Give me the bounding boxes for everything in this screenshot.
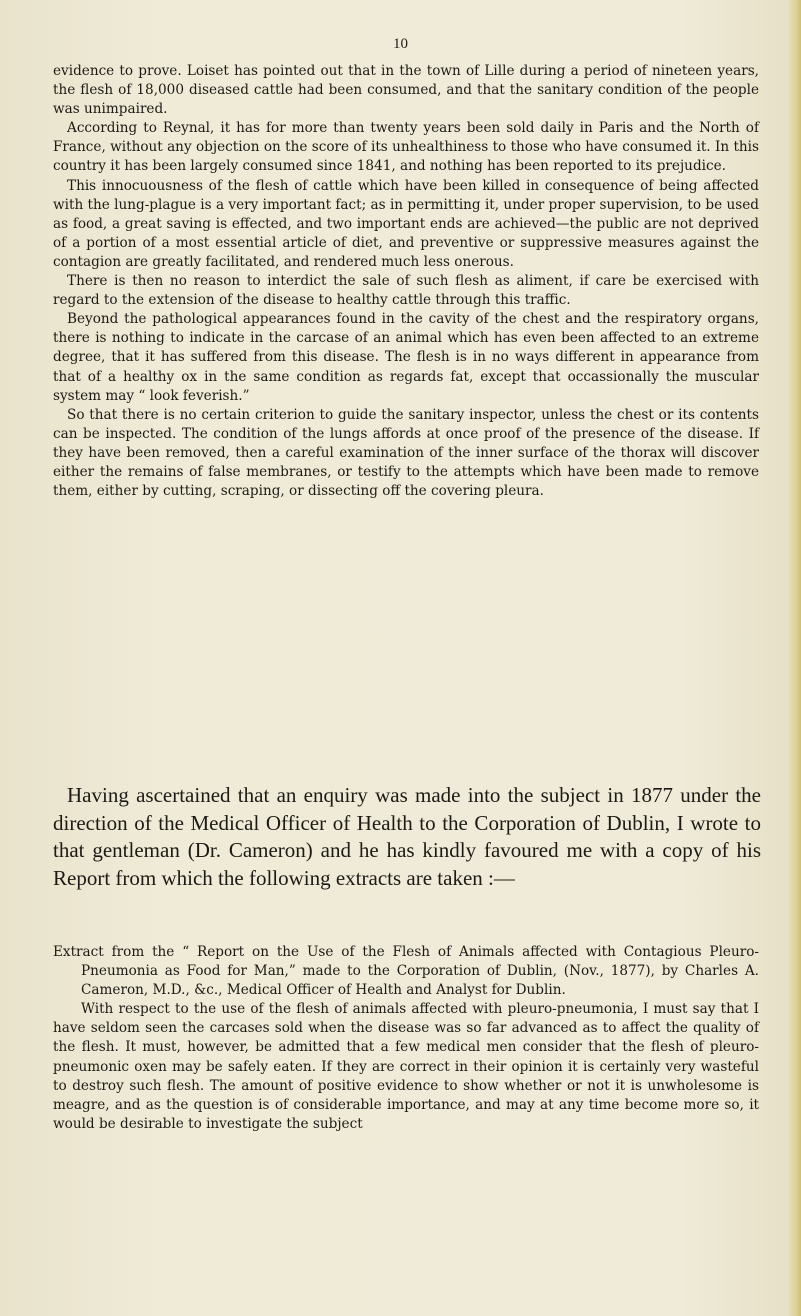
paragraph-criterion: So that there is no certain criterion to guide the sanitary inspector, unless the chest or its contents can be inspected. The condition of the lungs affords at once proof of the presence of the disease. If they have been removed, then a careful examination of the inner surface of the thorax will discover either the remains of false membranes, or testify to the attempts which have been made to remove them, either by cutting, scraping, or dissecting off the covering pleura. (53, 406, 759, 500)
extract-section (53, 943, 759, 1134)
paragraph-pathological: Beyond the pathological appearances found in the cavity of the chest and the respiratory organs, there is nothing to indicate in the carcase of an animal which has even been affected to an extreme degree, that it has suffered from this disease. The flesh is in no ways different in appearance from that of a healthy ox in the same condition as regards fat, except that occassionally the muscular system may “ look feverish.” (53, 311, 759, 404)
paragraph-innocuousness: This innocuousness of the flesh of cattle which have been killed in consequence of being affected with the lung-plague is a very important fact; as in permitting it, under proper supervision, to be used as food, a great saving is effected, and two important ends are achieved—the public are not deprived of a portion of a most essential article of diet, and preventive or suppressive measures against the contagion are greatly facilitated, and rendered much less onerous. (53, 177, 759, 270)
large-type-section (53, 782, 761, 892)
paragraph-reynal: According to Reynal, it has for more than twenty years been sold daily in Paris and the North of France, without any objection on the score of its unhealthiness to those who have consumed it. In this country it has been largely consumed since 1841, and nothing has been reported to its prejudice. (53, 120, 759, 175)
extract-body: With respect to the use of the flesh of animals affected with pleuro-pneumonia, I must say that I have seldom seen the carcases sold when the disease was so far advanced as to affect the quality of the flesh. It must, however, be admitted that a few medical men consider that the flesh of pleuro-pneumonic oxen may be safely eaten. If they are correct in their opinion it is certainly very wasteful to destroy such flesh. The amount of positive evidence to show whether or not it is unwholesome is meagre, and as the question is of considerable importance, and may at any time become more so, it would be desirable to investigate the subject (53, 1001, 759, 1132)
main-text-section (53, 62, 759, 501)
paragraph-no-interdiction: There is then no reason to interdict the sale of such flesh as aliment, if care be exercised with regard to the extension of the disease to healthy cattle through this traffic. (53, 273, 759, 309)
paragraph-enquiry: Having ascertained that an enquiry was made into the subject in 1877 under the direction of the Medical Officer of Health to the Corporation of Dublin, I wrote to that gentleman (Dr. Cameron) and he has kindly favoured me with a copy of his Report from which the following extracts are taken :— (53, 783, 761, 890)
page-number: 10 (393, 36, 408, 52)
paragraph-loiset: evidence to prove. Loiset has pointed out that in the town of Lille during a period of nineteen years, the flesh of 18,000 diseased cattle had been consumed, and that the sanitary condition of the people was unimpaired. (53, 63, 759, 118)
extract-heading: Extract from the “ Report on the Use of the Flesh of Animals affected with Contagious Pleuro-Pneumonia as Food for Man,” made to the Corporation of Dublin, (Nov., 1877), by Charles A. Cameron, M.D., &c., Medical Officer of Health and Analyst for Dublin. (53, 944, 759, 999)
page-edge-stain (787, 0, 801, 1316)
